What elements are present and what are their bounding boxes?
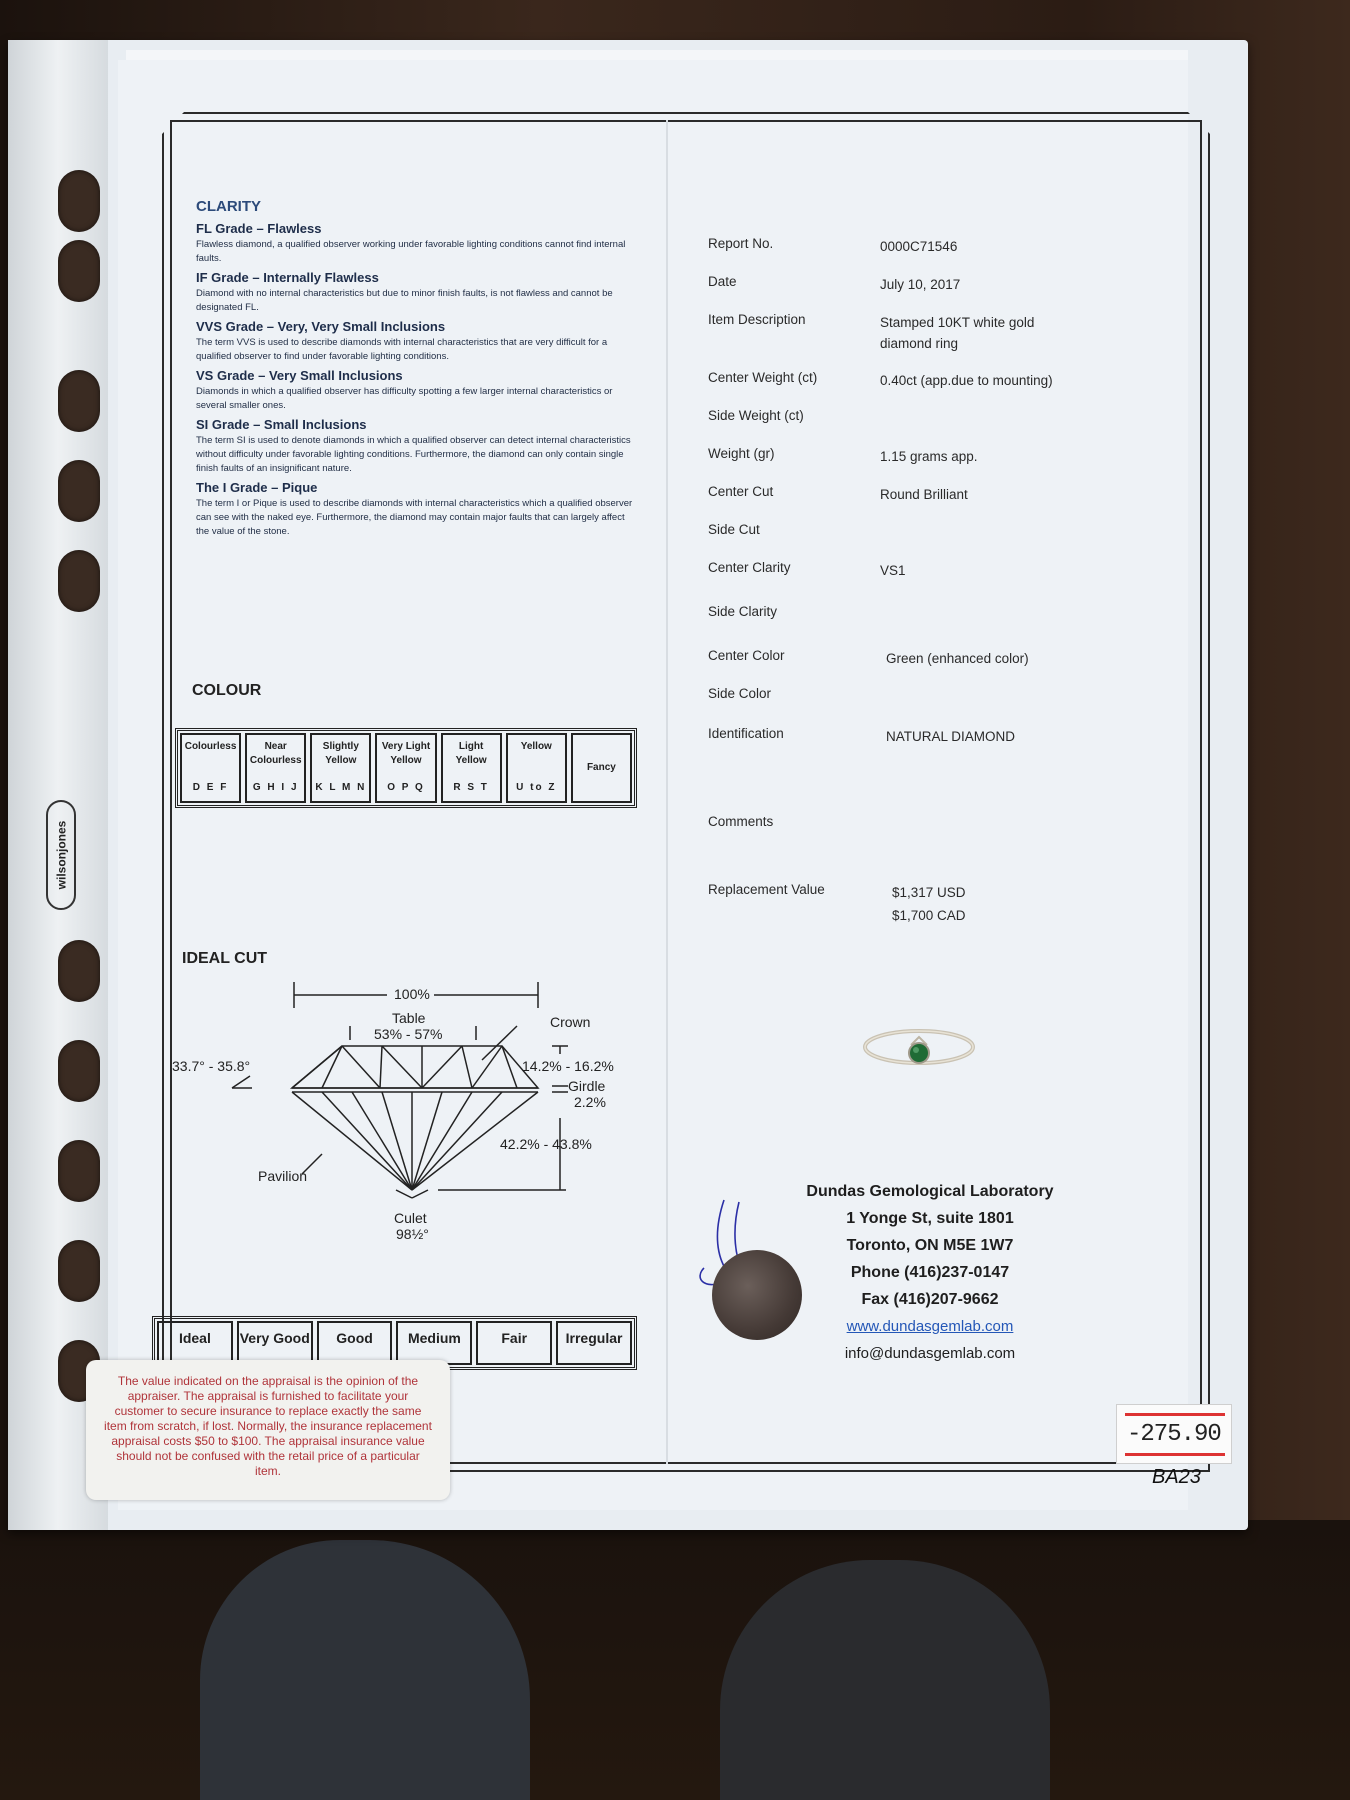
grade-title: SI Grade – Small Inclusions — [196, 417, 367, 432]
center-color-label: Center Color — [708, 648, 785, 663]
clarity-section — [196, 198, 636, 539]
clarity-grade — [196, 480, 636, 539]
side-cut-label: Side Cut — [708, 522, 760, 537]
grade-title: The I Grade – Pique — [196, 480, 318, 495]
diamond-diagram — [172, 978, 642, 1263]
grade-description: The term VVS is used to describe diamonds with internal characteristics that are very difficult for a qualified observer to find under favorable lighting conditions. — [196, 337, 608, 362]
width-label: 100% — [394, 986, 430, 1002]
item-description-label: Item Description — [708, 312, 806, 327]
punch-hole — [58, 370, 100, 432]
lab-address-line2: Toronto, ON M5E 1W7 — [846, 1237, 1014, 1254]
cut-grade-cell: Very Good — [237, 1321, 313, 1365]
ring-image-svg — [855, 1015, 995, 1085]
clarity-grade — [196, 368, 636, 413]
punch-hole — [58, 1140, 100, 1202]
lab-email: info@dundasgemlab.com — [844, 1345, 1016, 1362]
table-range-label: 53% - 57% — [374, 1026, 443, 1042]
price-tag-stripe — [1125, 1413, 1225, 1416]
girdle-label: Girdle — [568, 1078, 606, 1094]
grade-title: IF Grade – Internally Flawless — [196, 270, 379, 285]
colour-grades: O P Q — [387, 782, 425, 793]
colour-name: Slightly Yellow — [322, 741, 359, 766]
binder-brand-text: wilsonjones — [54, 820, 68, 890]
colour-name: Very Light Yellow — [381, 741, 431, 766]
colour-grades: D E F — [192, 782, 229, 793]
grade-description: The term I or Pique is used to describe diamonds with internal characteristics which a qualified observer can see with the naked eye. Furthermore, the diamond may contain major faults that can largely affect the value of the stone. — [196, 498, 633, 537]
grade-description: Diamond with no internal characteristics but due to minor finish faults, is not flawless and cannot be designated FL. — [196, 288, 613, 313]
punch-hole — [58, 1040, 100, 1102]
item-description-value: Stamped 10KT white gold diamond ring — [880, 315, 1035, 351]
colour-cell — [310, 733, 371, 803]
comments-label: Comments — [708, 814, 774, 829]
clarity-grade — [196, 417, 636, 476]
colour-cell — [441, 733, 502, 803]
center-weight-value: 0.40ct (app.due to mounting) — [880, 373, 1053, 388]
colour-grades: G H I J — [252, 782, 299, 793]
lab-fax: Fax (416)207-9662 — [861, 1291, 999, 1308]
report-no-value: 0000C71546 — [880, 239, 958, 254]
colour-cell — [375, 733, 436, 803]
center-clarity-value: VS1 — [880, 563, 906, 578]
colour-name: Fancy — [586, 761, 616, 773]
grade-title: FL Grade – Flawless — [196, 221, 322, 236]
colour-cell — [506, 733, 567, 803]
side-clarity-label: Side Clarity — [708, 604, 778, 619]
replacement-value-label: Replacement Value — [708, 882, 825, 897]
cut-grade-cell: Medium — [396, 1321, 472, 1365]
identification-label: Identification — [708, 726, 784, 741]
girdle-value: 2.2% — [574, 1094, 606, 1110]
date-label: Date — [708, 274, 737, 289]
price-tag-code: BA23 — [1152, 1466, 1201, 1488]
colour-grades: K L M N — [315, 782, 367, 793]
colour-scale-table — [175, 728, 637, 808]
report-no-label: Report No. — [708, 236, 774, 251]
ring-image — [855, 1015, 995, 1090]
clarity-grade — [196, 319, 636, 364]
fold-line — [666, 120, 668, 1464]
grade-description: The term SI is used to denote diamonds in which a qualified observer can detect internal characteristics without difficulty under favorable lighting conditions. Furthermore, the diamond can only contain single finish faults of an insignificant nature. — [196, 435, 631, 474]
colour-heading: COLOUR — [192, 682, 262, 699]
side-weight-label: Side Weight (ct) — [708, 408, 804, 423]
colour-name: Colourless — [184, 741, 237, 752]
date-value: July 10, 2017 — [880, 277, 961, 292]
center-cut-label: Center Cut — [708, 484, 774, 499]
culet-label: Culet — [394, 1210, 427, 1226]
cut-grade-cell: Irregular — [556, 1321, 632, 1365]
price-tag-stripe — [1125, 1453, 1225, 1456]
center-color-value: Green (enhanced color) — [886, 651, 1029, 666]
colour-grades: U to Z — [516, 782, 557, 793]
grade-title: VS Grade – Very Small Inclusions — [196, 368, 403, 383]
lab-contact-block — [780, 1178, 1080, 1367]
colour-name: Light Yellow — [455, 741, 487, 766]
colour-cell — [245, 733, 306, 803]
punch-hole — [58, 240, 100, 302]
weight-gr-value: 1.15 grams app. — [880, 449, 978, 464]
center-weight-label: Center Weight (ct) — [708, 370, 818, 385]
binder-brand-stamp — [46, 800, 76, 910]
pavilion-label: Pavilion — [258, 1168, 308, 1184]
culet-value: 98½° — [396, 1226, 429, 1242]
lab-phone: Phone (416)237-0147 — [850, 1264, 1010, 1281]
lab-name: Dundas Gemological Laboratory — [806, 1183, 1054, 1200]
price-tag — [1116, 1404, 1232, 1464]
colour-name: Yellow — [520, 741, 552, 752]
price-tag-value: -275.90 — [1127, 1421, 1221, 1448]
center-clarity-label: Center Clarity — [708, 560, 791, 575]
clarity-grade — [196, 221, 636, 266]
replacement-value-usd: $1,317 USD — [892, 885, 966, 900]
punch-hole — [58, 1240, 100, 1302]
cut-grade-cell: Fair — [476, 1321, 552, 1365]
replacement-value-cad: $1,700 CAD — [892, 908, 966, 923]
table-label: Table — [392, 1010, 426, 1026]
grade-description: Flawless diamond, a qualified observer working under favorable lighting conditions cannot find internal faults. — [196, 239, 626, 264]
binder-hole-strip — [8, 40, 108, 1530]
colour-cell — [180, 733, 241, 803]
clarity-heading: CLARITY — [196, 198, 261, 215]
colour-cell — [571, 733, 632, 803]
clarity-grade — [196, 270, 636, 315]
lab-website-link[interactable]: www.dundasgemlab.com — [846, 1318, 1014, 1335]
pavilion-depth-label: 42.2% - 43.8% — [500, 1136, 592, 1152]
punch-hole — [58, 460, 100, 522]
grade-description: Diamonds in which a qualified observer has difficulty spotting a few larger internal characteristics or several smaller ones. — [196, 386, 613, 411]
colour-grades: R S T — [453, 782, 489, 793]
punch-hole — [58, 170, 100, 232]
colour-name: Near Colourless — [249, 741, 302, 766]
identification-value: NATURAL DIAMOND — [886, 729, 1016, 744]
punch-hole — [58, 550, 100, 612]
cut-grade-cell: Ideal — [157, 1321, 233, 1365]
disclaimer-sticker: The value indicated on the appraisal is the opinion of the appraiser. The appraisal is furnished to facilitate your customer to secure insurance to replace exactly the same item from scratch, if lost. Normally, the insurance replacement appraisal costs $50 to $100. The appraisal insurance value should not be confused with the retail price of a particular item. — [86, 1360, 450, 1500]
cut-grade-cell: Good — [317, 1321, 393, 1365]
crown-angle-label: 33.7° - 35.8° — [172, 1058, 251, 1074]
ideal-cut-heading: IDEAL CUT — [182, 950, 268, 967]
center-cut-value: Round Brilliant — [880, 487, 968, 502]
side-color-label: Side Color — [708, 686, 772, 701]
grade-title: VVS Grade – Very, Very Small Inclusions — [196, 319, 446, 334]
punch-hole — [58, 940, 100, 1002]
crown-label: Crown — [550, 1014, 591, 1030]
lab-address-line1: 1 Yonge St, suite 1801 — [846, 1210, 1014, 1227]
crown-height-label: 14.2% - 16.2% — [522, 1058, 614, 1074]
weight-gr-label: Weight (gr) — [708, 446, 775, 461]
